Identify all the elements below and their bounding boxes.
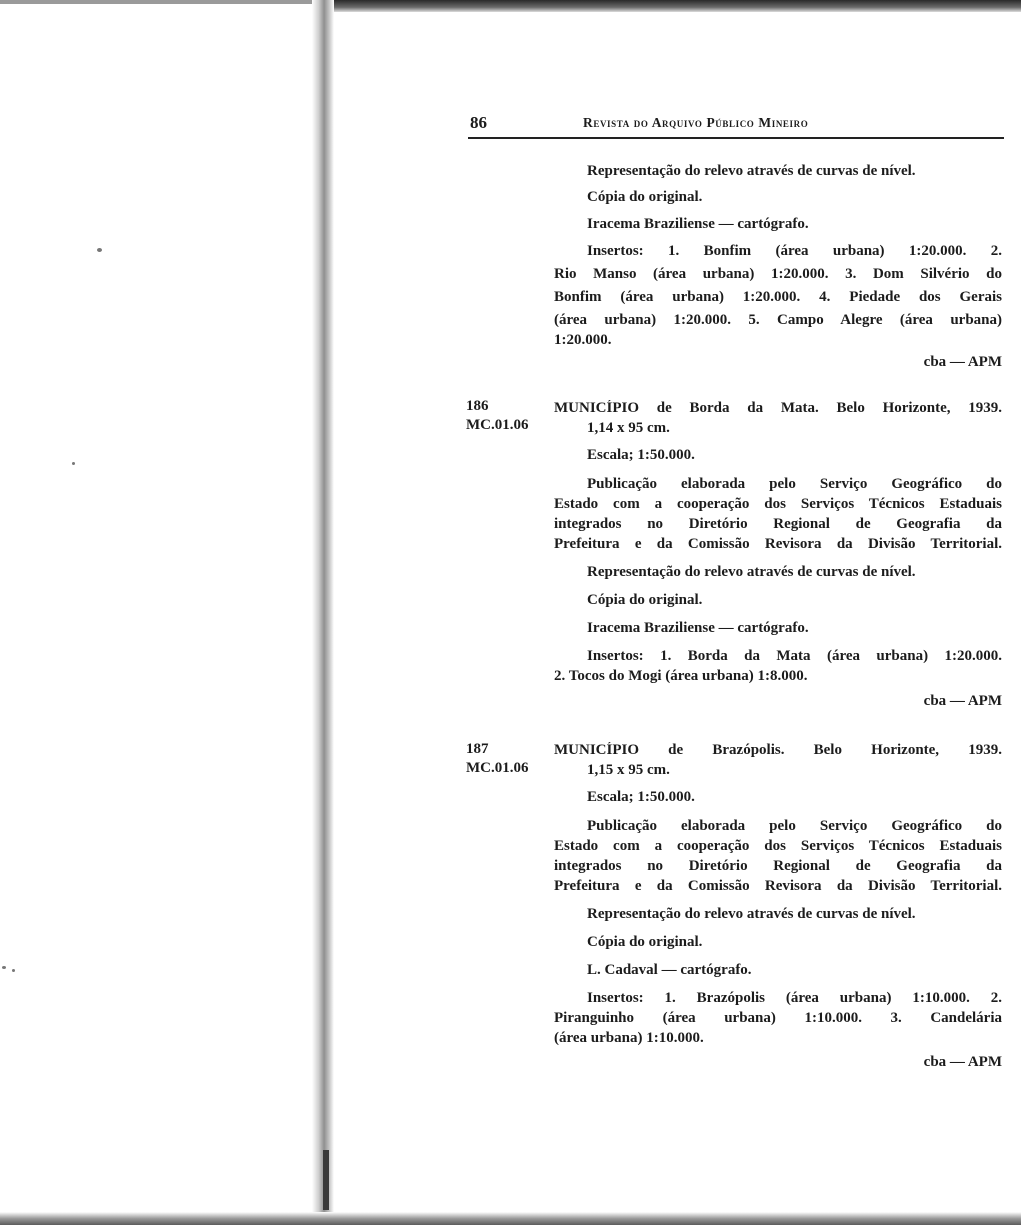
collection-label: cba — APM <box>923 354 1002 370</box>
scan-edge-top-left <box>0 0 325 4</box>
inserts-line: (área urbana) 1:20.000. 5. Campo Alegre (área urbana) <box>554 312 1002 328</box>
binding-shadow <box>323 1150 329 1210</box>
collection-label: cba — APM <box>923 1054 1002 1070</box>
inserts-line: Insertos: 1. Bonfim (área urbana) 1:20.000. 2. <box>587 243 1002 259</box>
inserts-line: Rio Manso (área urbana) 1:20.000. 3. Dom Silvério do <box>554 266 1002 282</box>
publication-line: Publicação elaborada pelo Serviço Geográfico do <box>587 818 1002 834</box>
inserts-line: Bonfim (área urbana) 1:20.000. 4. Piedade dos Gerais <box>554 289 1002 305</box>
running-title: Revista do Arquivo Público Mineiro <box>583 115 809 130</box>
inserts-line: 1:20.000. <box>554 332 612 348</box>
copy-note: Cópia do original. <box>587 934 703 950</box>
entry-title: MUNICÍPIO de Brazópolis. Belo Horizonte, 1939. <box>554 742 1002 758</box>
publication-line: Estado com a cooperação dos Serviços Técnicos Estaduais <box>554 496 1002 512</box>
publication-line: integrados no Diretório Regional de Geografia da <box>554 858 1002 874</box>
cartographer-note: Iracema Braziliense — cartógrafo. <box>587 216 809 232</box>
copy-note: Cópia do original. <box>587 189 703 205</box>
inserts-line: (área urbana) 1:10.000. <box>554 1030 704 1046</box>
entry-code: MC.01.06 <box>466 760 529 776</box>
page-number: 86 <box>470 113 487 132</box>
entry-dimensions: 1,15 x 95 cm. <box>587 762 670 778</box>
page-header <box>468 113 1004 143</box>
inserts-line: 2. Tocos do Mogi (área urbana) 1:8.000. <box>554 668 808 684</box>
inserts-line: Insertos: 1. Borda da Mata (área urbana) 1:20.000. <box>587 648 1002 664</box>
cartographer-note: Iracema Braziliense — cartógrafo. <box>587 620 809 636</box>
relief-note: Representação do relevo através de curvas de nível. <box>587 564 916 580</box>
scan-speck <box>72 462 75 465</box>
publication-line: Publicação elaborada pelo Serviço Geográfico do <box>587 476 1002 492</box>
relief-note: Representação do relevo através de curvas de nível. <box>587 906 916 922</box>
inserts-line: Insertos: 1. Brazópolis (área urbana) 1:10.000. 2. <box>587 990 1002 1006</box>
publication-line: Prefeitura e da Comissão Revisora da Divisão Territorial. <box>554 536 1002 552</box>
entry-code: MC.01.06 <box>466 417 529 433</box>
entry-scale: Escala; 1:50.000. <box>587 447 695 463</box>
book-binding-gutter <box>312 0 334 1225</box>
scan-speck <box>2 966 6 969</box>
relief-note: Representação do relevo através de curvas de nível. <box>587 163 916 179</box>
publication-line: integrados no Diretório Regional de Geografia da <box>554 516 1002 532</box>
scan-speck <box>97 248 102 252</box>
scan-speck <box>12 969 15 972</box>
inserts-line: Piranguinho (área urbana) 1:10.000. 3. Candelária <box>554 1010 1002 1026</box>
publication-line: Estado com a cooperação dos Serviços Técnicos Estaduais <box>554 838 1002 854</box>
entry-number: 186 <box>466 398 489 414</box>
entry-scale: Escala; 1:50.000. <box>587 789 695 805</box>
scan-edge-bottom <box>0 1212 1021 1225</box>
header-rule <box>468 137 1004 139</box>
entry-number: 187 <box>466 741 489 757</box>
copy-note: Cópia do original. <box>587 592 703 608</box>
scan-edge-top <box>325 0 1021 12</box>
collection-label: cba — APM <box>923 693 1002 709</box>
cartographer-note: L. Cadaval — cartógrafo. <box>587 962 752 978</box>
publication-line: Prefeitura e da Comissão Revisora da Divisão Territorial. <box>554 878 1002 894</box>
entry-dimensions: 1,14 x 95 cm. <box>587 420 670 436</box>
entry-title: MUNICÍPIO de Borda da Mata. Belo Horizonte, 1939. <box>554 400 1002 416</box>
